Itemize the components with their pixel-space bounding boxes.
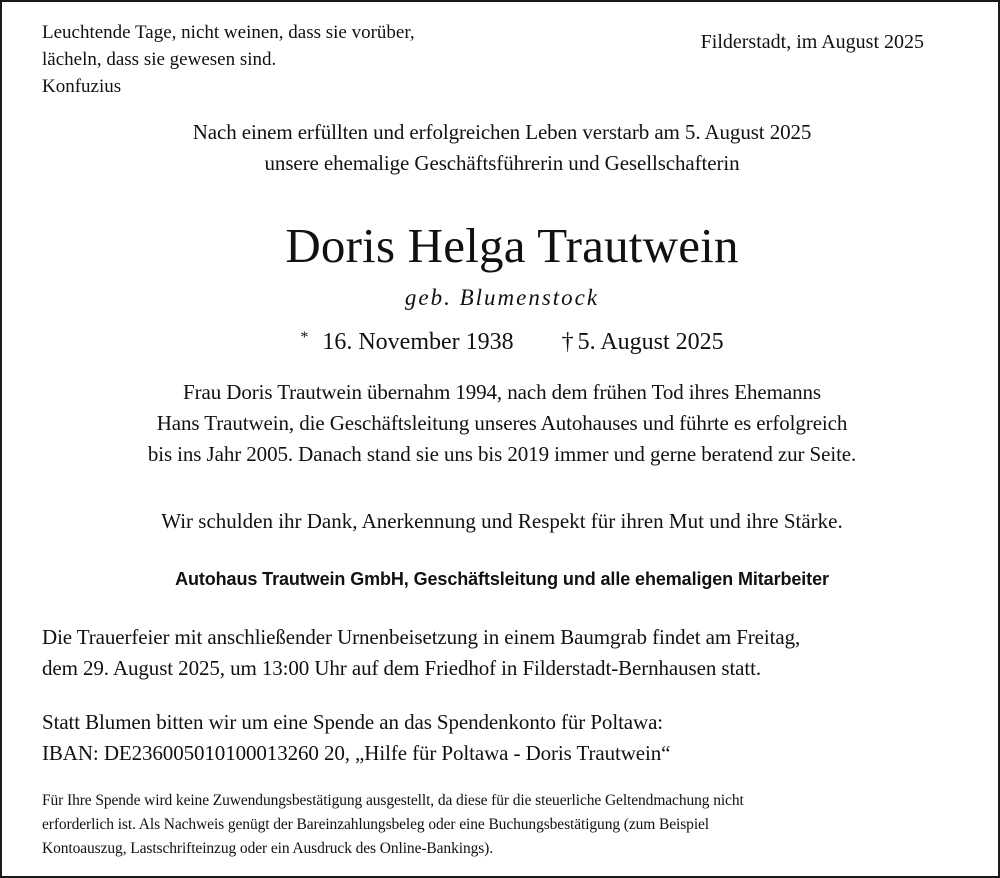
signature: Autohaus Trautwein GmbH, Geschäftsleitung und alle ehemaligen Mitarbeiter (175, 569, 829, 589)
donation-line: Statt Blumen bitten wir um eine Spende an das Spendenkonto für Poltawa: (42, 710, 664, 734)
donation-info (42, 707, 670, 769)
donation-iban: IBAN: DE236005010100013260 20, „Hilfe für Poltawa - Doris Trautwein“ (42, 741, 671, 765)
biography-line: Hans Trautwein, die Geschäftsleitung unseres Autohauses und führte es erfolgreich (156, 411, 848, 435)
death-cross-icon: † (561, 329, 574, 355)
intro-line: unsere ehemalige Geschäftsführerin und Gesellschafterin (264, 151, 740, 175)
footnote-line: Für Ihre Spende wird keine Zuwendungsbestätigung ausgestellt, da diese für die steuerliche Geltendmachung nicht (42, 792, 744, 809)
thanks-text: Wir schulden ihr Dank, Anerkennung und Respekt für ihren Mut und ihre Stärke. (161, 509, 843, 533)
donation-footnote (42, 789, 744, 861)
funeral-info (42, 622, 800, 684)
deceased-name: Doris Helga Trautwein (285, 218, 739, 273)
motto-author: Konfuzius (42, 76, 122, 97)
funeral-line: Die Trauerfeier mit anschließender Urnenbeisetzung in einem Baumgrab findet am Freitag, (42, 625, 801, 649)
birth-date: 16. November 1938 (322, 329, 514, 355)
funeral-line: dem 29. August 2025, um 13:00 Uhr auf dem Friedhof in Filderstadt-Bernhausen statt. (42, 656, 762, 680)
biography-text (2, 377, 1000, 470)
footnote-line: erforderlich ist. Als Nachweis genügt der Bareinzahlungsbeleg oder eine Buchungsbestätigung (zum Beispiel (42, 816, 710, 833)
biography-line: Frau Doris Trautwein übernahm 1994, nach dem frühen Tod ihres Ehemanns (183, 380, 821, 404)
motto-line: lächeln, dass sie gewesen sind. (42, 49, 277, 70)
intro-text (2, 117, 1000, 179)
maiden-name: geb. Blumenstock (404, 285, 600, 310)
place-date: Filderstadt, im August 2025 (700, 31, 924, 53)
motto-quote (42, 19, 415, 100)
footnote-line: Kontoauszug, Lastschrifteinzug oder ein Ausdruck des Online-Bankings). (42, 840, 494, 857)
biography-line: bis ins Jahr 2005. Danach stand sie uns bis 2019 immer und gerne beratend zur Seite. (147, 442, 857, 466)
death-date: 5. August 2025 (577, 329, 724, 355)
motto-line: Leuchtende Tage, nicht weinen, dass sie vorüber, (42, 22, 415, 43)
birth-star-icon: * (300, 329, 309, 346)
life-dates (12, 320, 1000, 360)
intro-line: Nach einem erfüllten und erfolgreichen Leben verstarb am 5. August 2025 (192, 120, 812, 144)
